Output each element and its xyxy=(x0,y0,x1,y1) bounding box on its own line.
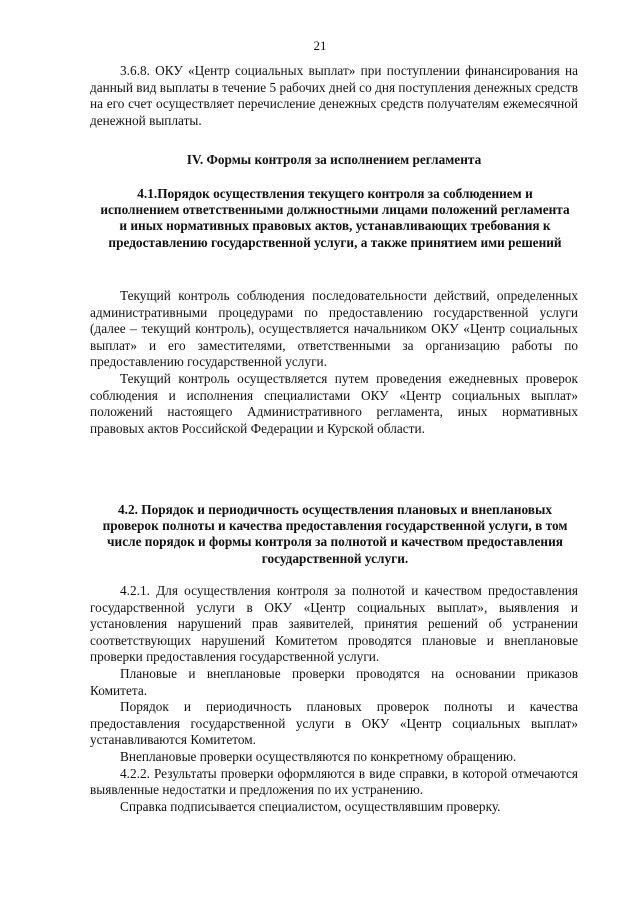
section-iv-title: IV. Формы контроля за исполнением регламента xyxy=(186,152,482,167)
paragraph-3-6-8-block xyxy=(90,63,578,129)
section-4-1-title: 4.1.Порядок осуществления текущего контроля за соблюдением и исполнением ответственными должностными лицами положений регламента и иных нормативных правовых актов, устанавливающих требования к предоставлению государственной услуги, а также принятием ими решений xyxy=(100,186,570,250)
section-4-2-title: 4.2. Порядок и периодичность осуществления плановых и внеплановых проверок полноты и качества предоставления государственной услуги, в том числе порядок и формы контроля за полнотой и качеством предоставления государственной услуги. xyxy=(102,502,568,566)
paragraph: Справка подписывается специалистом, осуществлявшим проверку. xyxy=(120,798,501,814)
section-4-1-body xyxy=(90,288,578,437)
paragraph: 4.2.1. Для осуществления контроля за полнотой и качеством предоставления государственной услуги в ОКУ «Центр социальных выплат», выявления и установления нарушений прав заявителей, принятия решений об устранении соответствующих нарушений Комитетом проводятся плановые и внеплановые проверки предоставления государственной услуги. xyxy=(90,583,578,665)
paragraph: Текущий контроль осуществляется путем проведения ежедневных проверок соблюдения и исполнения специалистами ОКУ «Центр социальных выплат» положений настоящего Административного регламента, иных нормативных правовых актов Российской Федерации и Курской области. xyxy=(90,370,578,436)
paragraph: 4.2.2. Результаты проверки оформляются в виде справки, в которой отмечаются выявленные недостатки и предложения по их устранению. xyxy=(90,765,578,798)
paragraph: Текущий контроль соблюдения последовательности действий, определенных административными процедурами по предоставлению государственной услуги (далее – текущий контроль), осуществляется начальником ОКУ «Центр социальных выплат» и его заместителями, ответственными за организацию работы по предоставлению государственной услуги. xyxy=(90,288,578,370)
paragraph: Плановые и внеплановые проверки проводятся на основании приказов Комитета. xyxy=(90,665,578,698)
paragraph: Порядок и периодичность плановых проверок полноты и качества предоставления государственной услуги в ОКУ «Центр социальных выплат» устанавливаются Комитетом. xyxy=(90,699,578,748)
paragraph-3-6-8: 3.6.8. ОКУ «Центр социальных выплат» при поступлении финансирования на данный вид выплаты в течение 5 рабочих дней со дня поступления денежных средств на его счет осуществляет перечисление денежных средств получателям ежемесячной денежной выплаты. xyxy=(90,63,578,128)
paragraph: Внеплановые проверки осуществляются по конкретному обращению. xyxy=(120,748,517,764)
page-number: 21 xyxy=(313,38,327,53)
section-4-2-body xyxy=(90,583,578,815)
